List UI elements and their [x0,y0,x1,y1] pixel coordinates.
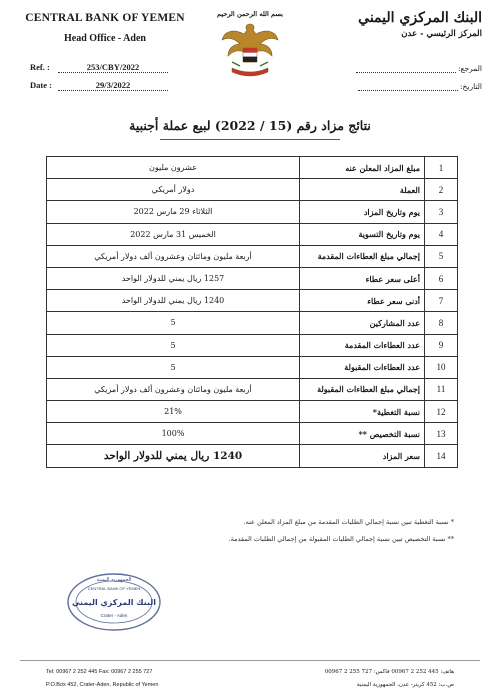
row-number: 3 [425,201,458,223]
row-value: 1240 ريال يمني للدولار الواحد [47,290,300,312]
date-row [30,80,168,91]
table-row [47,223,458,245]
header-ar [312,10,482,39]
date-label-ar: التاريخ: [460,82,482,91]
row-value: 5 [47,356,300,378]
table-row [47,267,458,289]
ref-label: Ref. : [30,62,50,72]
table-row [47,290,458,312]
date-row-ar [332,82,482,91]
stamp-main-text: البنك المركزي اليمني [71,598,157,607]
row-item: أدنى سعر عطاء [300,290,425,312]
row-value: عشرون مليون [47,157,300,179]
bismillah: بسم الله الرحمن الرحيم [217,10,283,18]
footer-address-en: P.O.Box 452, Crater-Aden, Republic of Yemen [46,682,159,688]
note-coverage: * نسبة التغطية تبين نسبة إجمالي الطلبات المقدمة من مبلغ المزاد المعلن عنه. [243,518,454,526]
auction-results-table [46,156,458,468]
row-number: 9 [425,334,458,356]
bank-name-en: CENTRAL BANK OF YEMEN [25,12,185,24]
row-value: 5 [47,312,300,334]
row-value: 1257 ريال يمني للدولار الواحد [47,267,300,289]
ref-value: 253/CBY/2022 [58,62,168,73]
row-number: 8 [425,312,458,334]
document-title: نتائج مزاد رقم (15 / 2022) لبيع عملة أجنبية [129,118,371,133]
row-item: سعر المزاد [300,445,425,467]
ref-row [30,62,168,73]
row-item: إجمالي مبلغ العطاءات المقبولة [300,378,425,400]
row-item: إجمالي مبلغ العطاءات المقدمة [300,245,425,267]
row-item: أعلى سعر عطاء [300,267,425,289]
row-value: 21% [47,401,300,423]
note-allocation: ** نسبة التخصيص تبين نسبة إجمالي الطلبات المقبولة من إجمالي الطلبات المقدمة. [228,535,454,543]
row-item: يوم وتاريخ التسوية [300,223,425,245]
table-row [47,245,458,267]
table-row [47,356,458,378]
footer-phone-en: Tel: 00967 2 252 445 Fax: 00967 2 255 727 [46,669,153,675]
ref-label-ar: المرجع: [458,64,482,73]
row-number: 11 [425,378,458,400]
stamp-top-text: الجمهورية اليمنية [96,577,132,583]
row-value: 5 [47,334,300,356]
table-row [47,157,458,179]
footer-divider [20,660,480,661]
row-item: عدد العطاءات المقدمة [300,334,425,356]
row-value: أربعة مليون ومائتان وعشرون ألف دولار أمريكي [47,245,300,267]
head-office-en: Head Office - Aden [64,33,146,44]
row-value: الخميس 31 مارس 2022 [47,223,300,245]
row-item: نسبة التغطية* [300,401,425,423]
row-item: العملة [300,179,425,201]
table-row [47,334,458,356]
row-item: يوم وتاريخ المزاد [300,201,425,223]
row-number: 10 [425,356,458,378]
row-value: أربعة مليون ومائتان وعشرون ألف دولار أمريكي [47,378,300,400]
row-value: دولار أمريكي [47,179,300,201]
bank-stamp [66,572,162,632]
row-value: 100% [47,423,300,445]
ref-row-ar [332,64,482,73]
row-number: 5 [425,245,458,267]
title-underline [160,139,340,140]
row-item: مبلغ المزاد المعلن عنه [300,157,425,179]
row-item: نسبة التخصيص ** [300,423,425,445]
footer-phone-ar: هاتف: 445 252 2 00967 فاكس: 727 255 2 00967 [324,669,454,675]
stamp-ring-text: CENTRAL BANK OF YEMEN [87,586,141,591]
head-office-ar: المركز الرئيسي - عدن [401,29,482,39]
row-value: 1240 ريال يمني للدولار الواحد [47,445,300,467]
row-number: 12 [425,401,458,423]
row-number: 2 [425,179,458,201]
table-body [47,157,458,468]
table-row [47,423,458,445]
row-value: الثلاثاء 29 مارس 2022 [47,201,300,223]
row-item: عدد العطاءات المقبولة [300,356,425,378]
bank-name-ar: البنك المركزي اليمني [358,10,482,26]
row-number: 6 [425,267,458,289]
row-number: 7 [425,290,458,312]
table-row [47,312,458,334]
stamp-seal-icon [66,572,162,632]
table-row [47,401,458,423]
header-en [20,12,190,44]
table-row [47,378,458,400]
row-number: 13 [425,423,458,445]
footer-address-ar: ص.ب: 452 كريتر- عدن، الجمهورية اليمنية [356,682,454,688]
footer-en [46,666,158,692]
notes [54,514,454,548]
row-item: عدد المشاركين [300,312,425,334]
date-label: Date : [30,80,52,90]
eagle-icon [218,18,282,84]
stamp-bottom-text: Crater - Aden [100,613,128,618]
table-row [47,179,458,201]
row-number: 1 [425,157,458,179]
row-number: 4 [425,223,458,245]
table-row [47,445,458,467]
table-row [47,201,458,223]
row-number: 14 [425,445,458,467]
date-value: 29/3/2022 [58,80,168,91]
yemen-eagle-emblem-icon [218,10,282,88]
footer-ar [325,666,454,692]
